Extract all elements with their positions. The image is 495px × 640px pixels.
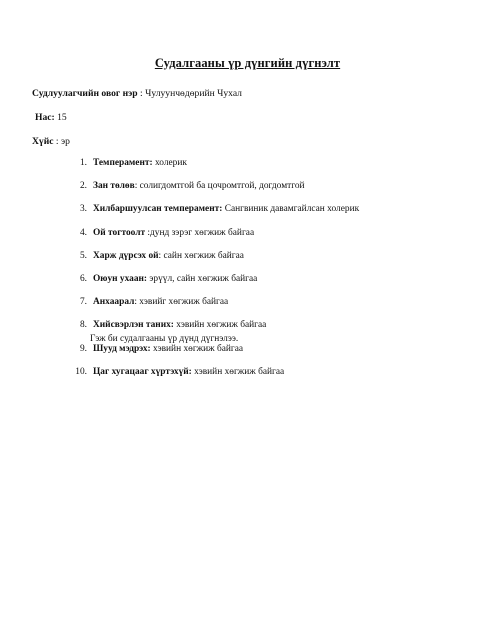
item-number: 10. (75, 366, 87, 377)
age-value: 15 (54, 112, 67, 123)
item-label: Шууд мэдрэх: (93, 343, 151, 354)
item-label: Зан төлөв (93, 181, 135, 192)
item-number: 4. (79, 227, 87, 238)
item-value: Сангвиник давамгайлсан холерик (222, 204, 360, 215)
item-value: хэвийн хөгжиж байгаа (173, 320, 267, 331)
researcher-field (32, 88, 242, 99)
item-label: Хилбаршуулсан темперамент: (93, 204, 223, 215)
item-value: : солигдомтгой ба цочромтгой, догдомтгой (134, 181, 305, 192)
item-value: : хэвийг хөгжиж байгаа (134, 297, 229, 308)
item-number: 8. (79, 320, 87, 331)
list-item (70, 342, 359, 365)
item-label: Цаг хугацааг хүртэхүй: (93, 366, 192, 377)
age-label: Нас: (35, 112, 55, 123)
list-item (70, 365, 359, 388)
results-list (70, 156, 359, 388)
researcher-label: Судлуулагчийн овог нэр (32, 88, 138, 99)
list-item (70, 202, 359, 225)
list-item (70, 226, 359, 249)
list-item (70, 272, 359, 295)
item-value: хэвийн хөгжиж байгаа (191, 366, 285, 377)
age-field (35, 112, 67, 123)
list-item (70, 179, 359, 202)
item-label: Хийсвэрлэн таних: (93, 320, 174, 331)
item-number: 7. (79, 297, 87, 308)
closing-statement: Гэж би судалгааны үр дүнд дүгнэлээ. (90, 334, 239, 344)
item-value: холерик (152, 158, 187, 168)
item-number: 9. (79, 343, 87, 354)
item-number: 3. (79, 204, 87, 215)
item-label: Темперамент: (93, 158, 153, 168)
item-value: :дунд зэрэг хөгжиж байгаа (145, 227, 255, 238)
item-number: 6. (79, 273, 87, 284)
item-value: хэвийн хөгжиж байгаа (150, 343, 244, 354)
gender-value: : эр (53, 136, 70, 147)
gender-field (32, 136, 70, 147)
item-label: Анхаарал (93, 297, 135, 308)
item-value: : сайн хөгжиж байгаа (158, 250, 244, 261)
list-item (70, 156, 359, 179)
gender-label: Хүйс (32, 136, 54, 147)
item-number: 2. (79, 181, 87, 192)
item-value: эрүүл, сайн хөгжиж байгаа (147, 273, 258, 284)
researcher-separator: : (137, 88, 146, 99)
document-title: Судалгааны үр дүнгийн дүгнэлт (154, 56, 341, 70)
item-label: Ой тогтоолт (93, 227, 146, 238)
item-number: 1. (79, 158, 87, 168)
researcher-value: Чулуунчөдөрийн Чухал (145, 88, 242, 99)
item-label: Харж дүрсэх ой (93, 250, 159, 261)
list-item (70, 249, 359, 272)
list-item (70, 295, 359, 318)
item-label: Оюун ухаан: (93, 273, 148, 284)
item-number: 5. (79, 250, 87, 261)
